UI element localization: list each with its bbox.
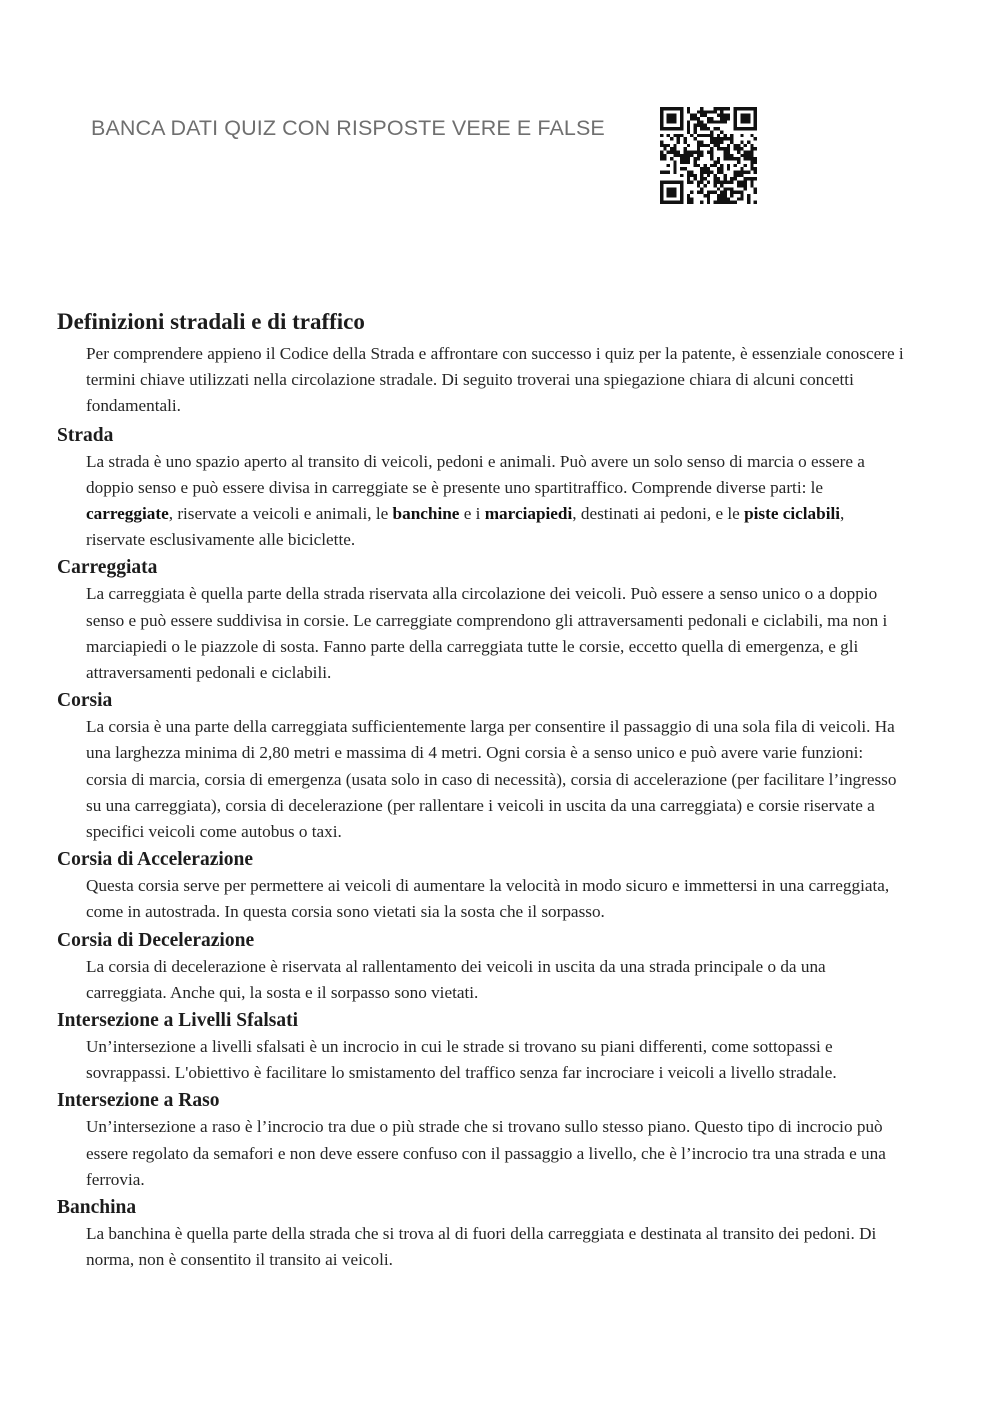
term-banchine: banchine	[392, 504, 460, 524]
term-piste-ciclabili: piste ciclabili	[744, 504, 841, 524]
section-title-strada: Strada	[57, 424, 114, 446]
section-title-carreggiata: Carreggiata	[57, 557, 158, 579]
section-text-decelerazione: La corsia di decelerazione è riservata al rallentamento dei veicoli in uscita da una strada principale o da una carreggiata. Anche qui, la sosta e il sorpasso sono vietati.	[86, 956, 826, 1002]
section-title-raso: Intersezione a Raso	[57, 1090, 220, 1112]
qr-code-icon	[660, 107, 757, 204]
section-title-accelerazione: Corsia di Accelerazione	[57, 849, 254, 871]
banner-text: BANCA DATI QUIZ CON RISPOSTE VERE E FALSE	[91, 116, 605, 140]
document-body	[57, 307, 907, 1275]
intro-paragraph: Per comprendere appieno il Codice della Strada e affrontare con successo i quiz per la patente, è essenziale conoscere i termini chiave utilizzati nella circolazione stradale. Di seguito troverai una spiegazione chiara di alcuni concetti fondamentali.	[86, 344, 904, 416]
document-title: Definizioni stradali e di traffico	[57, 309, 365, 334]
section-title-banchina: Banchina	[57, 1197, 137, 1219]
section-text-banchina: La banchina è quella parte della strada che si trova al di fuori della carreggiata e destinata al transito dei pedoni. Di norma, non è consentito il transito ai veicoli.	[86, 1224, 877, 1270]
section-title-decelerazione: Corsia di Decelerazione	[57, 929, 255, 951]
section-title-livelli-sfalsati: Intersezione a Livelli Sfalsati	[57, 1010, 299, 1032]
section-title-corsia: Corsia	[57, 690, 113, 712]
section-text-corsia: La corsia è una parte della carreggiata sufficientemente larga per consentire il passaggio di una sola fila di veicoli. Ha una larghezza minima di 2,80 metri e massima di 4 metri. Ogni corsia è a senso unico e può avere varie funzioni: corsia di marcia, corsia di emergenza (usata solo in caso di necessità), corsia di accelerazione (per facilitare l’ingresso su una carreggiata), corsia di decelerazione (per rallentare i veicoli in uscita da una carreggiata) e corsie riservate a specifici veicoli come autobus o taxi.	[86, 717, 897, 842]
section-text-strada: La strada è uno spazio aperto al transito di veicoli, pedoni e animali. Può avere un solo senso di marcia o essere a doppio senso e può essere divisa in carreggiate se è presente uno spartitraffico. Comprende diverse parti: le carreggiate, riservate a veicoli e animali, le banchine e i marciapiedi, destinati ai pedoni, e le piste ciclabili, riservate esclusivamente alle biciclette.	[86, 451, 865, 550]
section-text-livelli-sfalsati: Un’intersezione a livelli sfalsati è un incrocio in cui le strade si trovano su piani differenti, come sottopassi e sovrappassi. L'obiettivo è facilitare lo smistamento del traffico senza far incrociare i veicoli a livello stradale.	[86, 1037, 837, 1083]
section-text-carreggiata: La carreggiata è quella parte della strada riservata alla circolazione dei veicoli. Può essere a senso unico o a doppio senso e può essere suddivisa in corsie. Le carreggiate comprendono gli attraversamenti pedonali e ciclabili, ma non i marciapiedi o le piazzole di sosta. Fanno parte della carreggiata tutte le corsie, eccetto quella di emergenza, e gli attraversamenti pedonali e ciclabili.	[86, 584, 888, 683]
section-text-raso: Un’intersezione a raso è l’incrocio tra due o più strade che si trovano sullo stesso piano. Questo tipo di incrocio può essere regolato da semafori e non deve essere confuso con il passaggio a livello, che è l’incrocio tra una strada e una ferrovia.	[86, 1117, 886, 1189]
term-carreggiate: carreggiate	[86, 504, 169, 524]
section-text-accelerazione: Questa corsia serve per permettere ai veicoli di aumentare la velocità in modo sicuro e immettersi in una carreggiata, come in autostrada. In questa corsia sono vietati sia la sosta che il sorpasso.	[86, 876, 890, 922]
term-marciapiedi: marciapiedi	[484, 504, 573, 524]
